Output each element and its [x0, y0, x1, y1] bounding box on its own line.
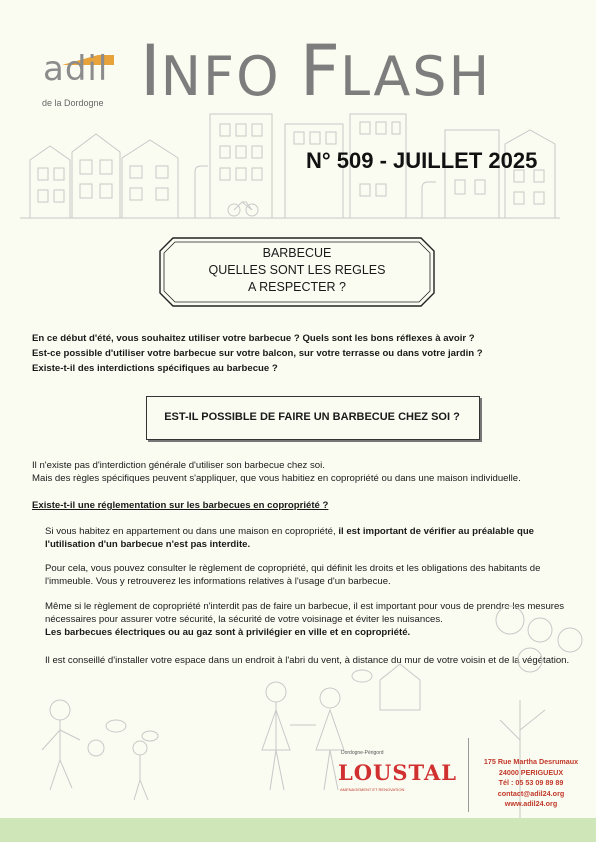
footer-band: [0, 818, 596, 842]
footer-divider: [468, 738, 469, 812]
intro-line-1: En ce début d'été, vous souhaitez utiliser votre barbecue ? Quels sont les bons réflexes à avoir ?: [32, 333, 475, 344]
page-title: INFO FLASH: [140, 30, 492, 112]
paragraph-installation: Il est conseillé d'installer votre espace dans un endroit à l'abri du vent, à distance du mur de votre voisin et de la végétation.: [45, 655, 570, 666]
paragraph-general-line-2: Mais des règles spécifiques peuvent s'appliquer, que vous habitiez en copropriété ou dans une maison individuelle.: [32, 473, 521, 484]
section-subheading: Existe-t-il une réglementation sur les barbecues en copropriété ?: [32, 500, 329, 511]
headline-text: [159, 245, 435, 296]
paragraph-general-line-1: Il n'existe pas d'interdiction générale d'utiliser son barbecue chez soi.: [32, 460, 325, 471]
headline-line-3: A RESPECTER ?: [248, 280, 346, 294]
paragraph-general: [32, 459, 572, 485]
issue-number: N° 509 - JUILLET 2025: [306, 148, 538, 173]
paragraph-copropriete: Si vous habitez en appartement ou dans une maison en copropriété, il est important de vérifier au préalable que l'utilisation d'un barbecue n'est pas interdite.: [45, 526, 535, 550]
headline-line-2: QUELLES SONT LES REGLES: [208, 263, 386, 277]
paragraph-securite: Même si le règlement de copropriété n'interdit pas de faire un barbecue, il est important pour vous de prendre les mesures nécessaires pour assurer votre sécurité, la sécurité de votre voisinage et éviter les nuisances. Les barbecues électriques ou au gaz sont à privilégier en ville et en copropriété.: [45, 601, 565, 638]
contact-email[interactable]: contact@adil24.org: [497, 788, 565, 798]
paragraph-reglement: Pour cela, vous pouvez consulter le règlement de copropriété, qui définit les droits et les obligations des habitants de l'immeuble. Vous y retrouverez les informations relatives à l'usage d'un barbecue.: [45, 563, 541, 587]
adil-logo: adil: [43, 49, 109, 89]
contact-phone: Tél : 05 53 09 89 89: [498, 778, 564, 787]
logo-subtitle: de la Dordogne: [42, 98, 104, 108]
sponsor-logo: LOUSTAL: [338, 760, 458, 785]
sponsor-tagline: AMENAGEMENT ET RENOVATION: [340, 787, 405, 792]
address-city: 24000 PERIGUEUX: [498, 767, 564, 777]
intro-line-2: Est-ce possible d'utiliser votre barbecue sur votre balcon, sur votre terrasse ou dans votre jardin ?: [32, 348, 483, 359]
contact-website[interactable]: www.adil24.org: [504, 799, 558, 808]
intro-questions: [32, 331, 572, 376]
address-street: 175 Rue Martha Desrumaux: [483, 757, 579, 766]
intro-line-3: Existe-t-il des interdictions spécifiques au barbecue ?: [32, 363, 278, 374]
sponsor-region: Dordogne-Périgord: [341, 750, 384, 756]
headline-line-1: BARBECUE: [262, 246, 332, 260]
contact-block: [476, 757, 586, 810]
question-heading: EST-IL POSSIBLE DE FAIRE UN BARBECUE CHEZ SOI ?: [164, 411, 460, 423]
